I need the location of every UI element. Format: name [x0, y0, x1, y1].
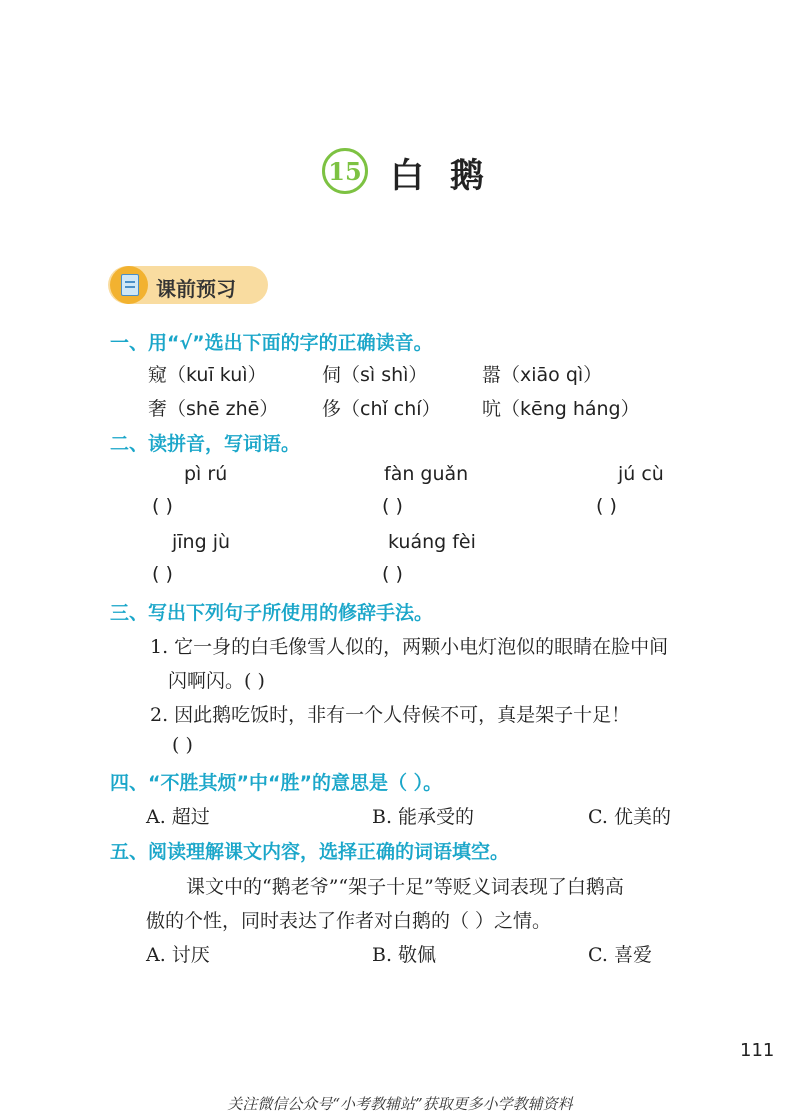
pinyin-label: jú cù	[618, 463, 664, 485]
q5-option-a[interactable]: A. 讨厌	[146, 944, 210, 966]
q4-heading: 四、“不胜其烦”中“胜”的意思是（ ）。	[110, 772, 443, 794]
answer-blank[interactable]: ( )	[596, 495, 617, 517]
lesson-number-badge: 15	[322, 148, 368, 194]
q4-option-c[interactable]: C. 优美的	[588, 806, 671, 828]
answer-blank[interactable]: ( )	[382, 495, 403, 517]
q1-item: 伺（sì shì）	[322, 364, 428, 386]
q1-item: 窥（kuī kuì）	[148, 364, 267, 386]
pinyin-label: jīng jù	[172, 531, 231, 553]
q1-item: 奢（shē zhē）	[148, 398, 279, 420]
q1-item: 嚣（xiāo qì）	[482, 364, 603, 386]
lesson-title: 白鹅	[390, 156, 510, 196]
q1-item: 侈（chǐ chí）	[322, 398, 441, 420]
footer-note: 关注微信公众号“小考教辅站”获取更多小学教辅资料	[227, 1095, 573, 1113]
answer-blank[interactable]: ( )	[152, 563, 173, 585]
q4-option-a[interactable]: A. 超过	[146, 806, 210, 828]
q3-item-2-blank[interactable]: ( )	[172, 734, 193, 756]
pinyin-label: kuáng fèi	[388, 531, 476, 553]
q2-heading: 二、读拼音，写词语。	[110, 433, 301, 455]
q1-heading: 一、用“√”选出下面的字的正确读音。	[110, 332, 433, 354]
answer-blank[interactable]: ( )	[382, 563, 403, 585]
q5-option-b[interactable]: B. 敬佩	[372, 944, 437, 966]
q5-heading: 五、阅读理解课文内容，选择正确的词语填空。	[110, 841, 510, 863]
q3-item-1: 1. 它一身的白毛像雪人似的，两颗小电灯泡似的眼睛在脸中间	[150, 636, 669, 658]
q3-heading: 三、写出下列句子所使用的修辞手法。	[110, 602, 434, 624]
page-number: 111	[740, 1040, 775, 1061]
q1-item: 吭（kēng háng）	[482, 398, 640, 420]
q5-option-c[interactable]: C. 喜爱	[588, 944, 652, 966]
q3-item-1-cont: 闪啊闪。( )	[168, 670, 265, 692]
q5-paragraph-line: 傲的个性，同时表达了作者对白鹅的（ ）之情。	[146, 910, 552, 932]
q5-paragraph-line: 课文中的“鹅老爷”“架子十足”等贬义词表现了白鹅高	[186, 876, 624, 898]
q4-option-b[interactable]: B. 能承受的	[372, 806, 475, 828]
pinyin-label: fàn guǎn	[384, 463, 469, 485]
pinyin-label: pì rú	[184, 463, 228, 485]
section-label: 课前预习	[156, 277, 236, 301]
q3-item-2: 2. 因此鹅吃饭时，非有一个人侍候不可，真是架子十足！	[150, 704, 631, 726]
answer-blank[interactable]: ( )	[152, 495, 173, 517]
document-icon	[110, 266, 148, 304]
